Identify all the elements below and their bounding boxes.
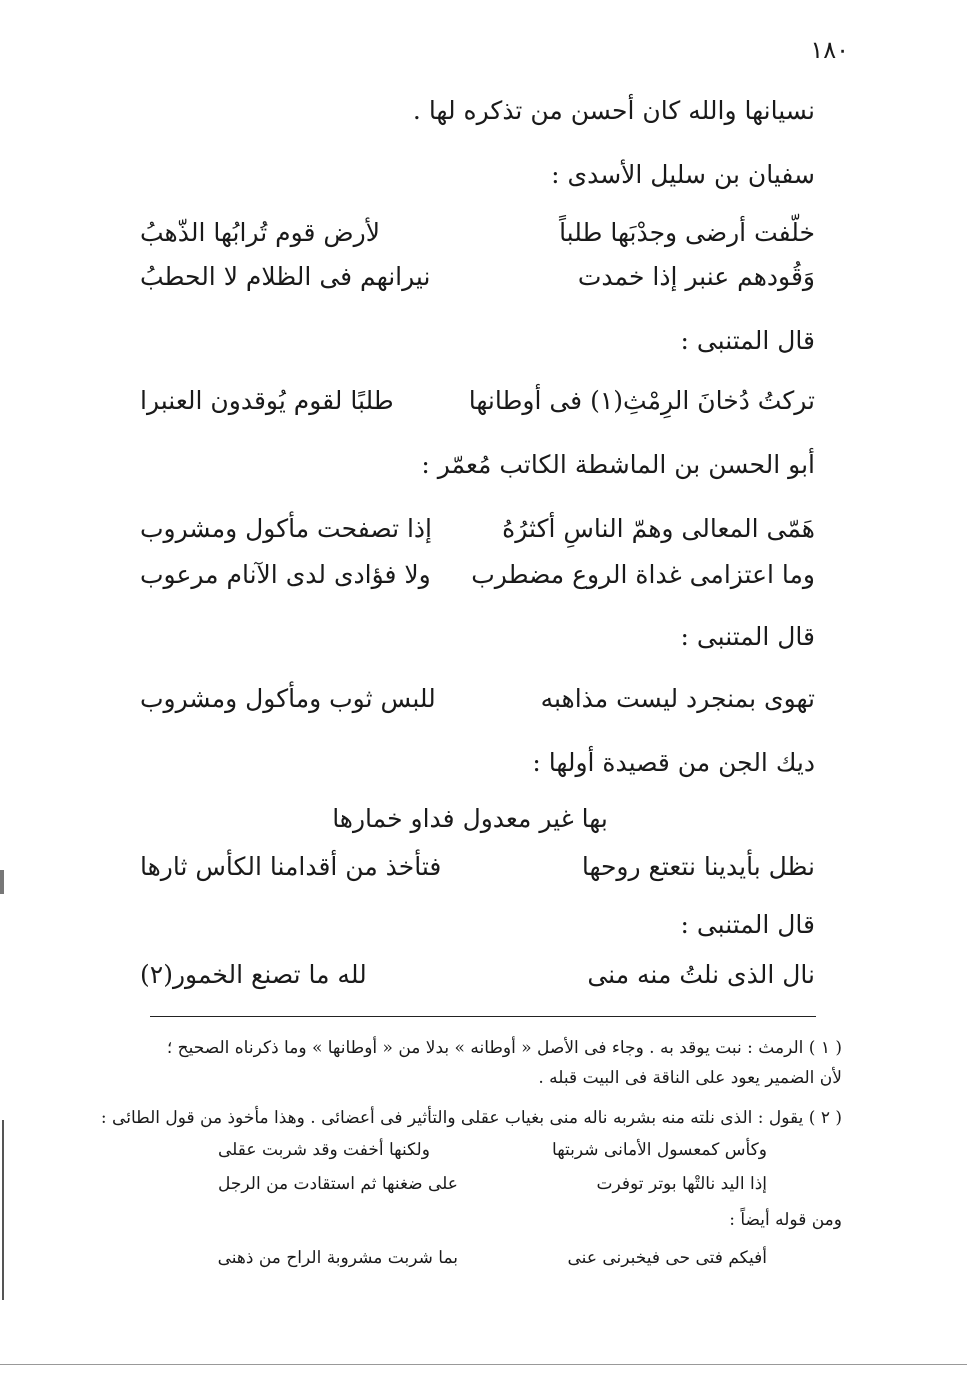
verse-hemistich-right: نال الذى نلتُ منه منى (587, 960, 815, 989)
verse-hemistich-left: طلبًا لقوم يُوقدون العنبرا (140, 386, 394, 415)
verse-hemistich-right: تهوى بمنجرد ليست مذاهبه (540, 684, 815, 713)
poet-heading: ديك الجن من قصيدة أولها : (532, 748, 815, 777)
verse-hemistich-left: إذا تصفحت مأكول ومشروب (140, 514, 432, 543)
footnote-1-line: لأن الضمير يعود على الناقة فى البيت قبله . (538, 1068, 842, 1088)
footnote-1-line: ( ١ ) الرمث : نبت يوقد به . وجاء فى الأصل « أوطانه » بدلا من « أوطانها » وما ذكرناه الصحيح ؛ (166, 1038, 842, 1058)
scan-edge-mark (0, 870, 4, 894)
verse-hemistich-right: خلّفت أرضى وجدْبَها طلباً (559, 218, 815, 247)
poet-heading: سفيان بن سليل الأسدى : (551, 160, 815, 189)
poet-heading: أبو الحسن بن الماشطة الكاتب مُعمّر : (421, 450, 815, 479)
verse-centered: بها غير معدول فداو خمارها (332, 804, 608, 833)
footnote-verse-right: وكأس كمعسول الأمانى شربتها (552, 1140, 767, 1160)
footnote-2-line: ( ٢ ) يقول : الذى نلته منه بشربه ناله منى بغياب عقلى والتأثير فى أعضائى . وهذا مأخوذ من قول الطائى : (100, 1108, 842, 1128)
scan-edge-left (2, 1120, 4, 1300)
verse-hemistich-left: لأرض قوم تُرابُها الذّهبُ (140, 218, 380, 247)
verse-hemistich-left: نيرانهم فى الظلام لا الحطبُ (140, 262, 431, 291)
footnote-verse-right: إذا اليد نالتْها بوتر توفرت (596, 1174, 767, 1194)
verse-hemistich-right: هَمّى المعالى وهمّ الناسِ أكثرُهُ (502, 514, 815, 543)
verse-hemistich-left: ولا فؤادى لدى الآنام مرعوب (140, 560, 431, 589)
verse-hemistich-right: تركتُ دُخانَ الرِمْثِ(١) فى أوطانها (468, 386, 815, 415)
footnote-verse-right: أفيكم فتى حى فيخبرنى عنى (567, 1248, 767, 1268)
poet-heading: قال المتنبى : (680, 326, 815, 355)
page-number: ١٨٠ (810, 36, 849, 64)
poet-heading: قال المتنبى : (680, 622, 815, 651)
verse-hemistich-right: نظل بأيدينا نتعتع روحها (581, 852, 815, 881)
verse-hemistich-right: وما اعتزامى غداة الروع مضطرب (471, 560, 815, 589)
footnote-verse-left: ولكنها أخفت وقد شربت عقلى (218, 1140, 430, 1160)
scan-edge-bottom (0, 1364, 967, 1365)
prose-line: نسيانها والله كان أحسن من تذكره لها . (412, 96, 815, 125)
verse-hemistich-left: لله ما تصنع الخمور(٢) (140, 960, 367, 989)
footnote-2-line: ومن قوله أيضاً : (729, 1210, 842, 1230)
footnote-separator (150, 1016, 816, 1017)
verse-hemistich-right: وَقُودهم عنبر إذا خمدت (577, 262, 815, 291)
poet-heading: قال المتنبى : (680, 910, 815, 939)
verse-hemistich-left: فتأخذ من أقدامنا الكأس ثارها (140, 852, 442, 881)
footnote-verse-left: على ضغنها ثم استقادت من الرجل (218, 1174, 458, 1194)
verse-hemistich-left: للبس ثوب ومأكول ومشروب (140, 684, 436, 713)
footnote-verse-left: بما شربت مشروبة الراح من ذهنى (217, 1248, 458, 1268)
